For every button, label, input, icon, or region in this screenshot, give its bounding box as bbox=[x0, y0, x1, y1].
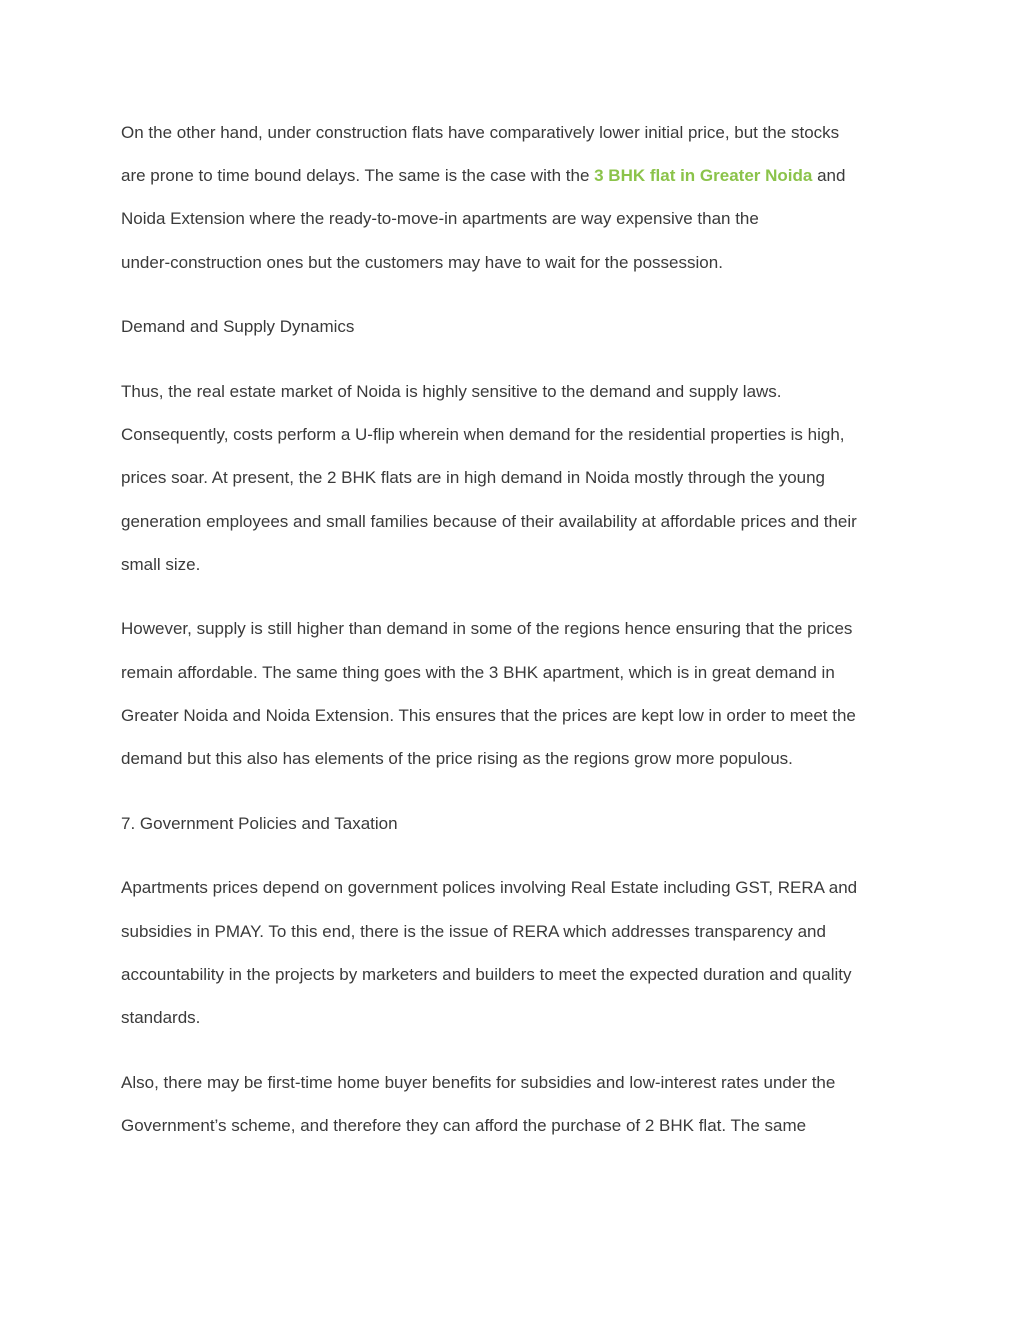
heading-text: 7. Government Policies and Taxation bbox=[121, 813, 398, 833]
text-line bbox=[121, 154, 901, 197]
text-fragment: and bbox=[812, 166, 846, 186]
text-line: accountability in the projects by marketers and builders to meet the expected duration and quality bbox=[121, 964, 852, 984]
text-line: Consequently, costs perform a U-flip wherein when demand for the residential properties is high, bbox=[121, 425, 845, 445]
section-heading-demand-supply bbox=[121, 305, 901, 348]
text-line: Also, there may be first-time home buyer benefits for subsidies and low-interest rates under the bbox=[121, 1072, 836, 1092]
text-line: remain affordable. The same thing goes with the 3 BHK apartment, which is in great demand in bbox=[121, 662, 835, 682]
text-fragment: are prone to time bound delays. The same is the case with the bbox=[121, 166, 595, 186]
paragraph-supply-higher bbox=[121, 607, 901, 780]
text-line: standards. bbox=[121, 1007, 201, 1027]
section-heading-government-policies bbox=[121, 802, 901, 845]
3bhk-greater-noida-link[interactable]: 3 BHK flat in Greater Noida bbox=[594, 166, 813, 186]
text-line: Apartments prices depend on government polices involving Real Estate including GST, RERA and bbox=[121, 878, 858, 898]
paragraph-first-time-buyer bbox=[121, 1061, 901, 1147]
paragraph-demand-supply bbox=[121, 370, 901, 586]
paragraph-government-policies bbox=[121, 866, 901, 1039]
text-line: Thus, the real estate market of Noida is highly sensitive to the demand and supply laws. bbox=[121, 381, 782, 401]
text-line: However, supply is still higher than demand in some of the regions hence ensuring that the prices bbox=[121, 619, 853, 639]
text-line: prices soar. At present, the 2 BHK flats are in high demand in Noida mostly through the young bbox=[121, 468, 826, 488]
text-line: Government’s scheme, and therefore they can afford the purchase of 2 BHK flat. The same bbox=[121, 1115, 807, 1135]
text-line: under-construction ones but the customers may have to wait for the possession. bbox=[121, 252, 723, 272]
text-line: Greater Noida and Noida Extension. This ensures that the prices are kept low in order to meet the bbox=[121, 705, 856, 725]
text-line: subsidies in PMAY. To this end, there is the issue of RERA which addresses transparency and bbox=[121, 921, 826, 941]
paragraph-under-construction bbox=[121, 111, 901, 284]
text-line: generation employees and small families because of their availability at affordable prices and their bbox=[121, 511, 857, 531]
text-line: On the other hand, under construction flats have comparatively lower initial price, but the stocks bbox=[121, 123, 840, 142]
document-page bbox=[121, 111, 901, 1168]
text-line: demand but this also has elements of the price rising as the regions grow more populous. bbox=[121, 748, 793, 768]
heading-text: Demand and Supply Dynamics bbox=[121, 317, 355, 337]
text-line: small size. bbox=[121, 554, 201, 574]
text-line: Noida Extension where the ready-to-move-in apartments are way expensive than the bbox=[121, 209, 759, 229]
